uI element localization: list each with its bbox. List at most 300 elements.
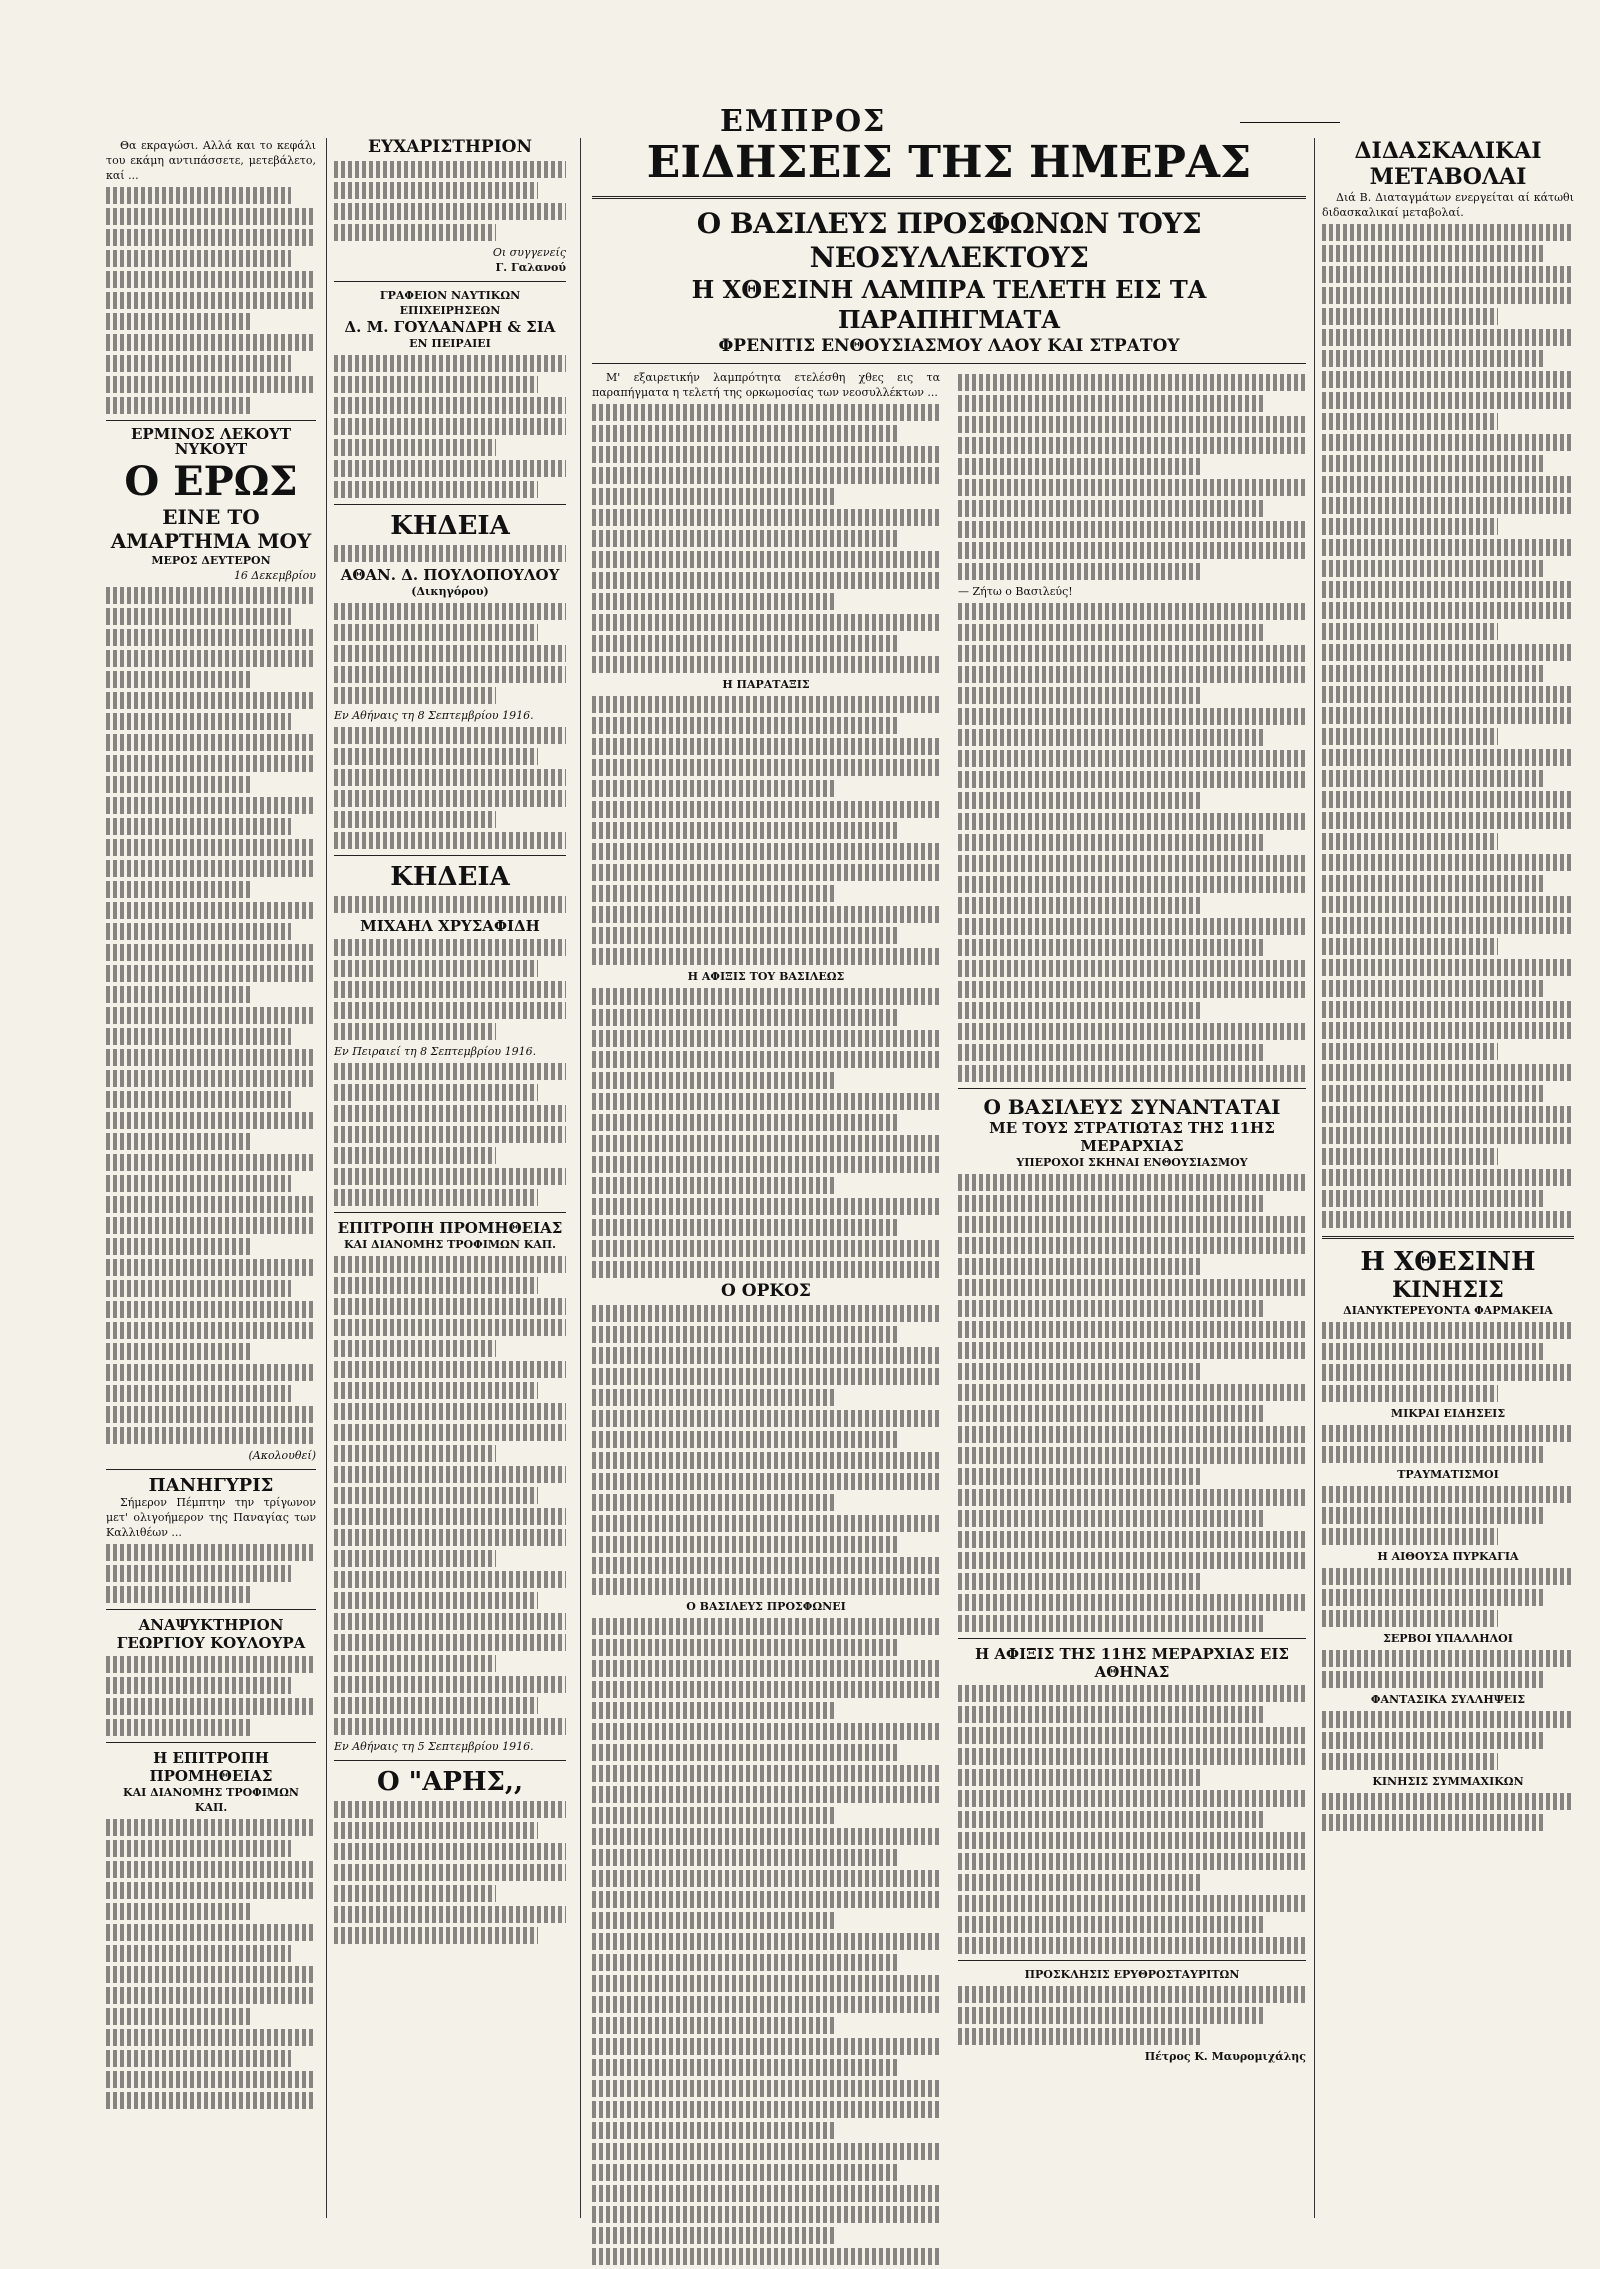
text-line (592, 593, 836, 610)
text-line (106, 1259, 316, 1276)
text-line (958, 500, 1264, 517)
text-line (958, 1300, 1264, 1317)
text-line (334, 1023, 496, 1040)
text-line (106, 1154, 316, 1171)
text-line (1322, 1148, 1498, 1165)
text-line (106, 713, 291, 730)
text-line (334, 161, 566, 178)
text-line (958, 437, 1306, 454)
text-line (106, 2008, 253, 2025)
divider (958, 1638, 1306, 1639)
text-line (958, 960, 1306, 977)
text-line (1322, 1486, 1574, 1503)
text-line (1322, 1528, 1498, 1545)
text-line (958, 1573, 1202, 1590)
text-line (592, 1723, 940, 1740)
news-employees: ΣΕΡΒΟΙ ΥΠΑΛΛΗΛΟΙ (1383, 1632, 1513, 1645)
text-line (334, 1277, 538, 1294)
committee-subtitle: ΚΑΙ ΔΙΑΝΟΜΗΣ ΤΡΟΦΙΜΩΝ ΚΑΠ. (343, 1238, 557, 1251)
text-line (334, 1927, 538, 1944)
text-line (334, 182, 538, 199)
text-line (334, 960, 538, 977)
text-line (106, 1343, 253, 1360)
teaching-subtitle: ΜΕΤΑΒΟΛΑΙ (1369, 164, 1527, 190)
text-line (592, 1240, 940, 1257)
text-line (592, 1912, 836, 1929)
text-line (958, 687, 1202, 704)
text-line (334, 769, 566, 786)
subheadline-king-meets: ΜΕ ΤΟΥΣ ΣΤΡΑΤΙΩΤΑΣ ΤΗΣ 11ΗΣ ΜΕΡΑΡΧΙΑΣ (989, 1119, 1275, 1155)
text-line (592, 1177, 836, 1194)
text-line (958, 2028, 1202, 2045)
text-line (106, 376, 316, 393)
text-line (106, 671, 253, 688)
text-line (106, 1175, 291, 1192)
text-line (592, 1410, 940, 1427)
text-line (958, 1832, 1306, 1849)
text-line (106, 587, 316, 604)
text-line (958, 603, 1306, 620)
divider (958, 1960, 1306, 1961)
article-opening: Θα εκραγώσι. Αλλά και το κεφάλι του εκάμη αντιπάσσετε, μετεβάλετο, καί ... (106, 139, 316, 182)
text-line (592, 927, 898, 944)
text-line (334, 1466, 566, 1483)
text-line (334, 1063, 566, 1080)
text-line (958, 1811, 1264, 1828)
text-line (592, 1933, 940, 1950)
text-line (958, 1769, 1202, 1786)
text-line (334, 1340, 496, 1357)
text-line (958, 395, 1264, 412)
text-line (334, 224, 496, 241)
text-line (106, 818, 291, 835)
news-title: Η ΧΘΕΣΙΝΗ (1360, 1247, 1536, 1277)
divider (334, 1212, 566, 1213)
divider (106, 1609, 316, 1610)
text-line (592, 948, 940, 965)
text-line (334, 687, 496, 704)
divider (592, 363, 1306, 364)
text-line (592, 1515, 940, 1532)
text-line (1322, 665, 1544, 682)
text-line (592, 425, 898, 442)
text-line (106, 1656, 316, 1673)
text-line (958, 897, 1202, 914)
main-subheadline: Η ΧΘΕΣΙΝΗ ΛΑΜΠΡΑ ΤΕΛΕΤΗ ΕΙΣ ΤΑ ΠΑΡΑΠΗΓΜΑΤΑ (691, 275, 1207, 334)
text-line (592, 2206, 940, 2223)
text-line (106, 2029, 316, 2046)
text-line (1322, 1507, 1544, 1524)
text-line (106, 271, 316, 288)
text-line (958, 624, 1264, 641)
teaching-intro: Διά Β. Διαταγμάτων ενεργείται αί κάτωθι διδασκαλικαί μεταβολαί. (1322, 191, 1574, 219)
subhead-label: Ο ΒΑΣΙΛΕΥΣ ΠΡΟΣΦΩΝΕΙ (686, 1600, 846, 1613)
text-line (958, 729, 1264, 746)
text-line (958, 479, 1306, 496)
text-line (106, 397, 253, 414)
text-line (334, 1319, 566, 1336)
text-line (592, 1051, 940, 1068)
committee-date: Εν Αθήναις τη 5 Σεπτεμβρίου 1916. (334, 1740, 534, 1753)
text-line (106, 1719, 253, 1736)
text-line (106, 1133, 253, 1150)
text-line (106, 1945, 291, 1962)
committee-subtitle: ΚΑΙ ΔΙΑΝΟΜΗΣ ΤΡΟΦΙΜΩΝ ΚΑΠ. (123, 1786, 299, 1814)
text-line (592, 2227, 836, 2244)
text-line (592, 696, 940, 713)
text-line (106, 292, 316, 309)
text-line (958, 939, 1264, 956)
text-line (1322, 896, 1574, 913)
text-line (592, 2185, 940, 2202)
text-line (592, 864, 940, 881)
text-line (106, 629, 316, 646)
text-line (106, 1406, 316, 1423)
text-line (592, 1660, 940, 1677)
divider (106, 1469, 316, 1470)
text-line (106, 1028, 291, 1045)
funeral-date: Εν Πειραιεί τη 8 Σεπτεμβρίου 1916. (334, 1045, 537, 1058)
text-line (958, 1874, 1202, 1891)
text-line (958, 1279, 1306, 1296)
text-line (1322, 1343, 1544, 1360)
divider (958, 1088, 1306, 1089)
text-line (1322, 518, 1498, 535)
text-line (334, 1361, 566, 1378)
text-line (334, 1634, 566, 1651)
column-4 (1322, 138, 1574, 1835)
text-line (106, 1238, 253, 1255)
masthead (0, 60, 1600, 139)
text-line (958, 981, 1306, 998)
text-line (106, 608, 291, 625)
text-line (958, 708, 1306, 725)
text-line (592, 1849, 898, 1866)
text-line (1322, 539, 1574, 556)
text-line (106, 965, 316, 982)
text-line (1322, 1364, 1574, 1381)
text-line (1322, 707, 1574, 724)
text-line (1322, 476, 1574, 493)
text-line (592, 2101, 940, 2118)
text-line (592, 551, 940, 568)
text-line (958, 416, 1306, 433)
text-line (592, 1072, 836, 1089)
teaching-title: ΔΙΔΑΣΚΑΛΙΚΑΙ (1354, 138, 1542, 164)
text-line (334, 355, 566, 372)
text-line (1322, 602, 1574, 619)
text-line (334, 1718, 566, 1735)
text-line (334, 545, 566, 562)
text-line (1322, 497, 1574, 514)
news-pharmacies: ΔΙΑΝΥΚΤΕΡΕΥΟΝΤΑ ΦΑΡΜΑΚΕΙΑ (1343, 1304, 1553, 1317)
text-line (1322, 287, 1574, 304)
text-line (958, 1405, 1264, 1422)
text-line (592, 1261, 940, 1278)
text-line (1322, 854, 1574, 871)
main-news (592, 138, 1306, 2269)
text-line (592, 1828, 940, 1845)
text-line (334, 1084, 538, 1101)
text-line (592, 885, 836, 902)
text-line (334, 832, 566, 849)
news-arrests: ΦΑΝΤΑΣΙΚΑ ΣΥΛΛΗΨΕΙΣ (1370, 1693, 1526, 1706)
text-line (592, 1473, 940, 1490)
text-line (106, 1196, 316, 1213)
text-line (958, 1447, 1306, 1464)
text-line (958, 1195, 1264, 1212)
text-line (592, 1807, 836, 1824)
text-line (958, 1748, 1306, 1765)
text-line (106, 839, 316, 856)
text-line (592, 1198, 940, 1215)
text-line (334, 811, 496, 828)
text-line (1322, 1211, 1574, 1228)
text-line (592, 1639, 898, 1656)
shop-owner: ΓΕΩΡΓΙΟΥ ΚΟΥΛΟΥΡΑ (116, 1634, 306, 1652)
text-line (592, 822, 898, 839)
text-line (592, 1870, 940, 1887)
text-line (106, 1698, 316, 1715)
text-line (592, 1305, 940, 1322)
text-line (592, 1093, 940, 1110)
text-line (1322, 1793, 1574, 1810)
text-line (334, 1843, 566, 1860)
text-line (334, 1801, 566, 1818)
text-line (1322, 413, 1498, 430)
thanks-sign: Οι συγγενείς (492, 246, 566, 259)
text-line (334, 748, 538, 765)
text-line (106, 1427, 316, 1444)
text-line (1322, 1814, 1544, 1831)
text-line (334, 1382, 538, 1399)
text-line (106, 923, 291, 940)
column-rule (580, 138, 581, 2218)
text-line (1322, 1650, 1574, 1667)
news-fire: Η ΑΙΘΟΥΣΑ ΠΥΡΚΑΓΙΑ (1377, 1550, 1519, 1563)
text-line (958, 563, 1202, 580)
text-line (106, 1364, 316, 1381)
text-line (958, 521, 1306, 538)
text-line (958, 1489, 1306, 1506)
text-line (1322, 1610, 1498, 1627)
text-line (334, 1298, 566, 1315)
text-line (958, 1321, 1306, 1338)
text-line (592, 1975, 940, 1992)
text-line (1322, 980, 1544, 997)
text-line (106, 1322, 316, 1339)
text-line (334, 1126, 566, 1143)
text-line (106, 1070, 316, 1087)
text-line (334, 1445, 496, 1462)
aris-title: Ο "ΑΡΗΣ,, (376, 1767, 524, 1797)
text-line (106, 2050, 291, 2067)
section-title: ΕΙΔΗΣΕΙΣ ΤΗΣ ΗΜΕΡΑΣ (646, 138, 1252, 188)
text-line (106, 1565, 291, 1582)
text-line (958, 1468, 1202, 1485)
text-line (334, 790, 566, 807)
news-wounded: ΤΡΑΥΜΑΤΙΣΜΟΙ (1397, 1468, 1499, 1481)
text-line (958, 1426, 1306, 1443)
text-line (592, 1891, 940, 1908)
text-line (106, 881, 253, 898)
text-line (958, 1510, 1264, 1527)
bureau-city: ΕΝ ΠΕΙΡΑΙΕΙ (409, 337, 491, 350)
text-line (1322, 245, 1544, 262)
text-line (1322, 749, 1574, 766)
text-line (958, 1531, 1306, 1548)
text-line (106, 1007, 316, 1024)
text-line (106, 1091, 291, 1108)
text-line (592, 467, 940, 484)
text-line (106, 797, 316, 814)
text-line (334, 1147, 496, 1164)
committee-title: ΕΠΙΤΡΟΠΗ ΠΡΟΜΗΘΕΙΑΣ (337, 1219, 563, 1237)
text-line (106, 1217, 316, 1234)
text-line (106, 776, 253, 793)
text-line (106, 1385, 291, 1402)
text-line (334, 981, 566, 998)
text-line (958, 1916, 1264, 1933)
oath-title: Ο ΟΡΚΟΣ (721, 1281, 811, 1301)
text-line (1322, 833, 1498, 850)
text-line (592, 1702, 836, 1719)
divider (106, 420, 316, 421)
text-line (1322, 1106, 1574, 1123)
text-line (106, 1861, 316, 1878)
text-line (592, 988, 940, 1005)
text-line (592, 1681, 940, 1698)
text-line (1322, 938, 1498, 955)
news-military: ΚΙΝΗΣΙΣ ΣΥΜΜΑΧΙΚΩΝ (1372, 1775, 1524, 1788)
text-line (1322, 1127, 1574, 1144)
text-line (1322, 644, 1574, 661)
text-line (592, 656, 940, 673)
text-line (592, 717, 898, 734)
closing-signature: Πέτρος Κ. Μαυρομιχάλης (1144, 2050, 1306, 2063)
text-line (592, 509, 940, 526)
funeral-date: Εν Αθήναις τη 8 Σεπτεμβρίου 1916. (334, 709, 534, 722)
text-line (592, 1494, 836, 1511)
text-line (1322, 371, 1574, 388)
cheer-line: — Ζήτω ο Βασιλεύς! (958, 585, 1073, 598)
text-line (958, 1853, 1306, 1870)
text-line (1322, 812, 1574, 829)
text-line (334, 1571, 566, 1588)
text-line (592, 1219, 898, 1236)
text-line (334, 1487, 538, 1504)
text-line (106, 1280, 291, 1297)
text-line (1322, 875, 1544, 892)
text-line (958, 1615, 1264, 1632)
text-line (958, 1594, 1306, 1611)
text-line (1322, 581, 1574, 598)
masthead-rule (1240, 122, 1340, 123)
text-line (958, 1937, 1306, 1954)
text-line (106, 1903, 253, 1920)
text-line (1322, 1385, 1498, 1402)
text-line (1322, 1043, 1498, 1060)
text-line (958, 1002, 1202, 1019)
text-line (334, 418, 566, 435)
serial-author: ΕΡΜΙΝΟΣ ΛΕΚΟΥΤ ΝΥΚΟΥΤ (131, 425, 291, 458)
text-line (592, 2122, 836, 2139)
text-line (1322, 1022, 1574, 1039)
text-line (106, 1586, 253, 1603)
text-line (106, 692, 316, 709)
text-line (106, 2071, 316, 2088)
text-line (106, 1049, 316, 1066)
text-line (592, 1135, 940, 1152)
text-line (958, 458, 1202, 475)
text-line (958, 645, 1306, 662)
text-line (1322, 728, 1498, 745)
text-line (1322, 1671, 1544, 1688)
text-line (592, 2059, 898, 2076)
text-line (958, 876, 1306, 893)
text-line (334, 1613, 566, 1630)
text-line (1322, 266, 1574, 283)
text-line (592, 2143, 940, 2160)
thanks-name: Γ. Γαλανού (495, 261, 566, 274)
text-line (1322, 1322, 1574, 1339)
funeral-title: ΚΗΔΕΙΑ (390, 511, 510, 541)
text-line (1322, 917, 1574, 934)
main-body-left (592, 370, 940, 2269)
text-line (106, 1112, 316, 1129)
deck-king-meets: ΥΠΕΡΟΧΟΙ ΣΚΗΝΑΙ ΕΝΘΟΥΣΙΑΣΜΟΥ (1016, 1156, 1248, 1169)
text-line (1322, 791, 1574, 808)
divider (1322, 1236, 1574, 1239)
text-line (106, 1840, 291, 1857)
text-line (592, 1765, 940, 1782)
text-line (106, 313, 253, 330)
text-line (958, 1790, 1306, 1807)
text-line (958, 813, 1306, 830)
text-line (106, 1882, 316, 1899)
text-line (958, 1552, 1306, 1569)
text-line (106, 208, 316, 225)
text-line (592, 1156, 940, 1173)
text-line (592, 530, 898, 547)
text-line (106, 860, 316, 877)
text-line (334, 727, 566, 744)
text-line (592, 404, 940, 421)
text-line (958, 834, 1264, 851)
text-line (592, 1009, 898, 1026)
bureau-name: Δ. Μ. ΓΟΥΛΑΝΔΡΗ & ΣΙΑ (344, 318, 556, 336)
text-line (334, 1168, 566, 1185)
text-line (1322, 1568, 1574, 1585)
text-line (1322, 770, 1544, 787)
text-line (958, 1258, 1202, 1275)
text-line (592, 1954, 898, 1971)
main-body (592, 370, 1306, 2269)
text-line (592, 1996, 940, 2013)
text-line (106, 1301, 316, 1318)
text-line (1322, 434, 1574, 451)
text-line (106, 1677, 291, 1694)
text-line (334, 1529, 566, 1546)
thanks-title: ΕΥΧΑΡΙΣΤΗΡΙΟΝ (367, 138, 533, 157)
text-line (334, 1885, 496, 1902)
text-line (592, 1347, 940, 1364)
serial-part: ΜΕΡΟΣ ΔΕΥΤΕΡΟΝ (151, 554, 271, 567)
main-body-right (958, 370, 1306, 2269)
main-deck: ΦΡΕΝΙΤΙΣ ΕΝΘΟΥΣΙΑΣΜΟΥ ΛΑΟΥ ΚΑΙ ΣΤΡΑΤΟΥ (718, 336, 1180, 356)
text-line (592, 1030, 940, 1047)
text-line (334, 1403, 566, 1420)
